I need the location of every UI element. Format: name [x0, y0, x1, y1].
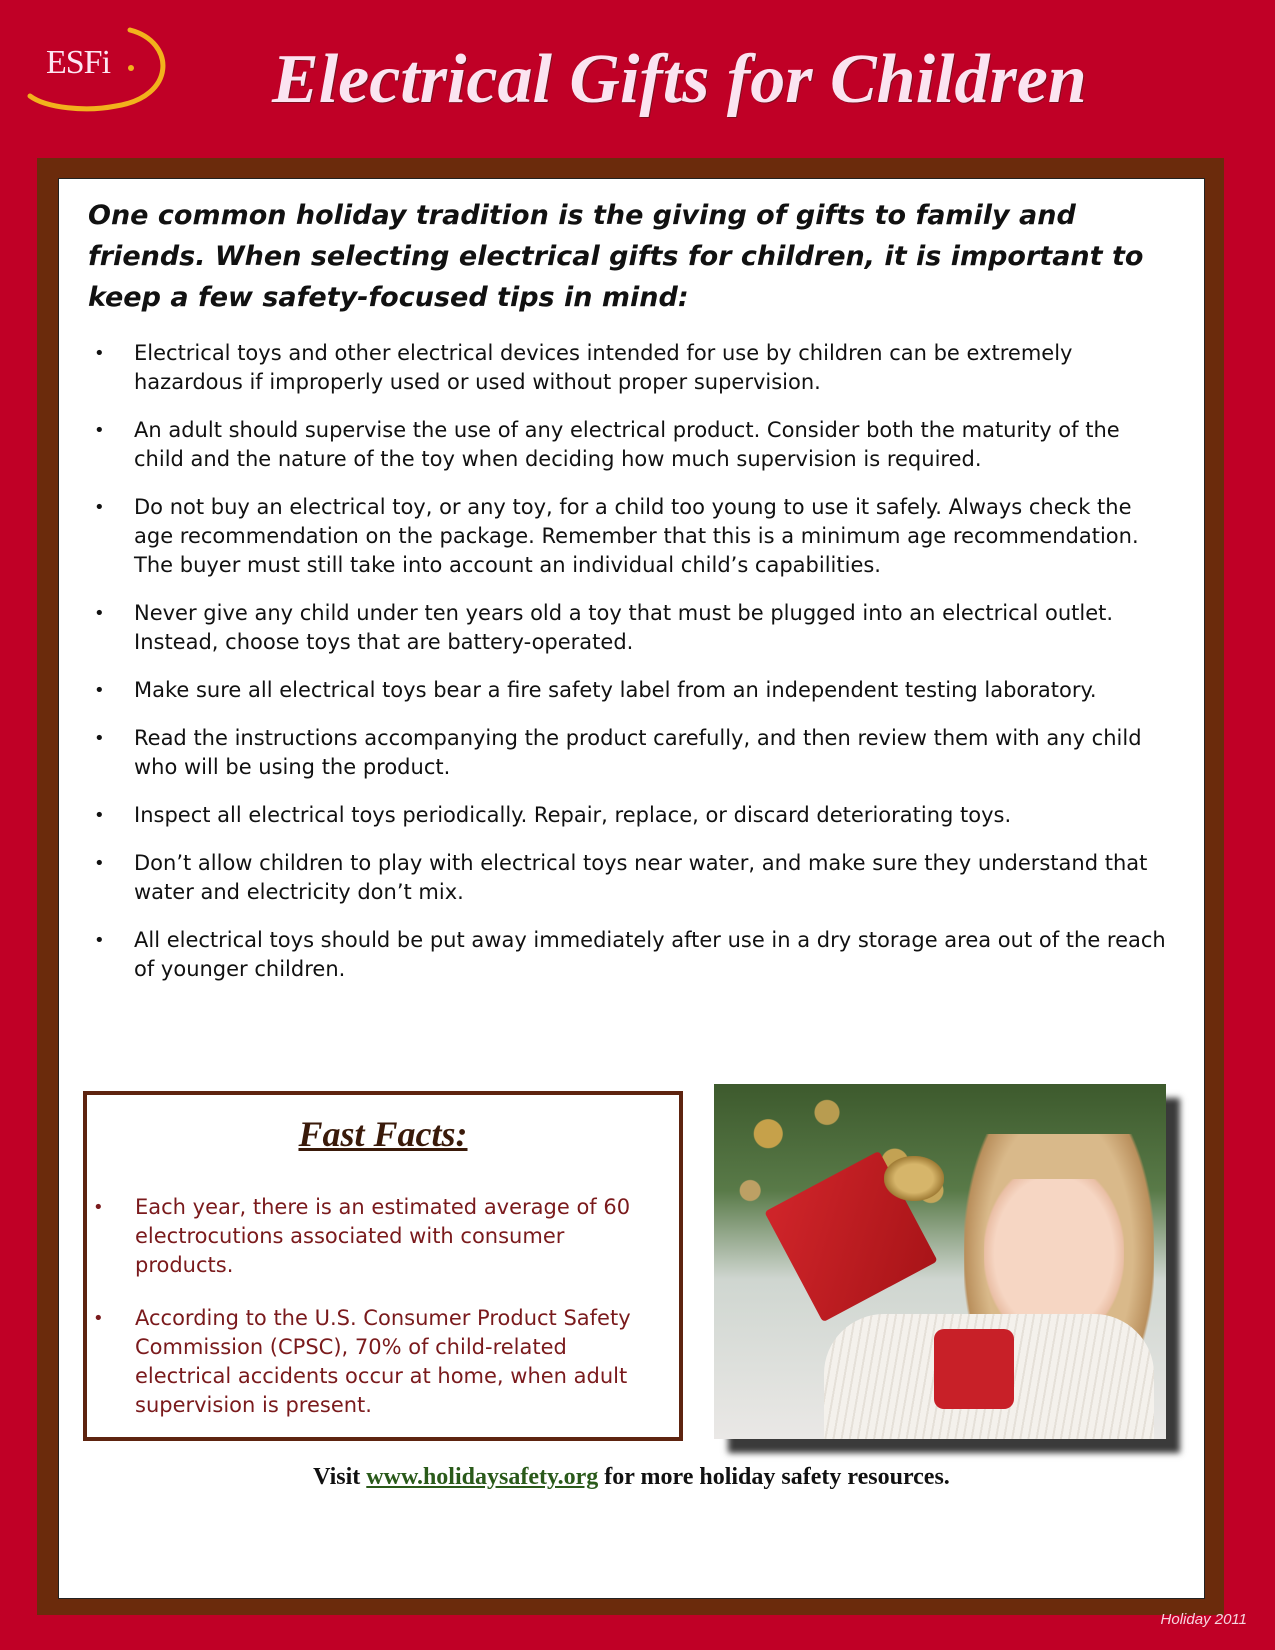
bullet-icon: • [94, 420, 105, 441]
fast-facts-list [93, 1193, 663, 1444]
bullet-icon: • [94, 853, 105, 874]
visit-line [59, 1464, 1204, 1491]
esfi-logo [26, 22, 186, 117]
fact-text: Each year, there is an estimated average of 60 electrocutions associated with consumer products. [135, 1195, 631, 1277]
tip-text: Don’t allow children to play with electrical toys near water, and make sure they understand that water and electricity don’t mix. [134, 851, 1148, 904]
logo-text: ESFi [46, 44, 111, 81]
bullet-icon: • [93, 1197, 104, 1218]
list-item [94, 339, 1174, 397]
fact-text: According to the U.S. Consumer Product Safety Commission (CPSC), 70% of child-related electrical accidents occur at home, when adult supervision is present. [135, 1306, 631, 1417]
tip-text: An adult should supervise the use of any electrical product. Consider both the maturity of the child and the nature of the toy when deciding how much supervision is required. [134, 418, 1120, 471]
fast-facts-box [83, 1091, 683, 1441]
bullet-icon: • [94, 805, 105, 826]
photo-shirt [934, 1329, 1014, 1409]
fast-facts-title: Fast Facts: [298, 1114, 468, 1154]
bullet-icon: • [94, 497, 105, 518]
gift-bow-icon [884, 1156, 944, 1201]
safety-tips-list [94, 339, 1174, 1003]
content-frame [37, 158, 1224, 1615]
list-item [93, 1304, 663, 1420]
edition-tag: Holiday 2011 [1160, 1611, 1247, 1628]
tip-text: Electrical toys and other electrical devices intended for use by children can be extremely hazardous if improperly used or used without proper supervision. [134, 341, 1073, 394]
bullet-icon: • [94, 603, 105, 624]
list-item [94, 416, 1174, 474]
tip-text: Read the instructions accompanying the product carefully, and then review them with any child who will be using the product. [134, 726, 1142, 779]
bullet-icon: • [94, 930, 105, 951]
list-item [94, 493, 1174, 580]
list-item [93, 1193, 663, 1280]
visit-suffix: for more holiday safety resources. [598, 1464, 950, 1490]
bullet-icon: • [93, 1308, 104, 1329]
girl-with-gift-photo [714, 1084, 1166, 1439]
tip-text: All electrical toys should be put away immediately after use in a dry storage area out of the reach of younger children. [134, 928, 1166, 981]
bullet-icon: • [94, 343, 105, 364]
photo-frame [714, 1084, 1166, 1439]
list-item [94, 676, 1174, 705]
list-item [94, 801, 1174, 830]
tip-text: Inspect all electrical toys periodically. Repair, replace, or discard deteriorating toys. [134, 803, 1012, 827]
content-panel [58, 178, 1205, 1599]
list-item [94, 599, 1174, 657]
bullet-icon: • [94, 680, 105, 701]
list-item [94, 849, 1174, 907]
holidaysafety-link[interactable]: www.holidaysafety.org [366, 1464, 599, 1490]
intro-paragraph: One common holiday tradition is the giving of gifts to family and friends. When selecting electrical gifts for children, it is important to keep a few safety-focused tips in mind: [88, 200, 1144, 313]
list-item [94, 724, 1174, 782]
tip-text: Never give any child under ten years old a toy that must be plugged into an electrical outlet. Instead, choose toys that are battery-operated. [134, 601, 1114, 654]
page-title: Electrical Gifts for Children [272, 41, 1087, 118]
tip-text: Make sure all electrical toys bear a fire safety label from an independent testing laboratory. [134, 678, 1097, 702]
tip-text: Do not buy an electrical toy, or any toy, for a child too young to use it safely. Always check the age recommendation on the package. Remember that this is a minimum age recommendation. The buyer must still take into account an individual child’s capabilities. [134, 495, 1139, 577]
bullet-icon: • [94, 728, 105, 749]
list-item [94, 926, 1174, 984]
visit-prefix: Visit [313, 1464, 367, 1490]
